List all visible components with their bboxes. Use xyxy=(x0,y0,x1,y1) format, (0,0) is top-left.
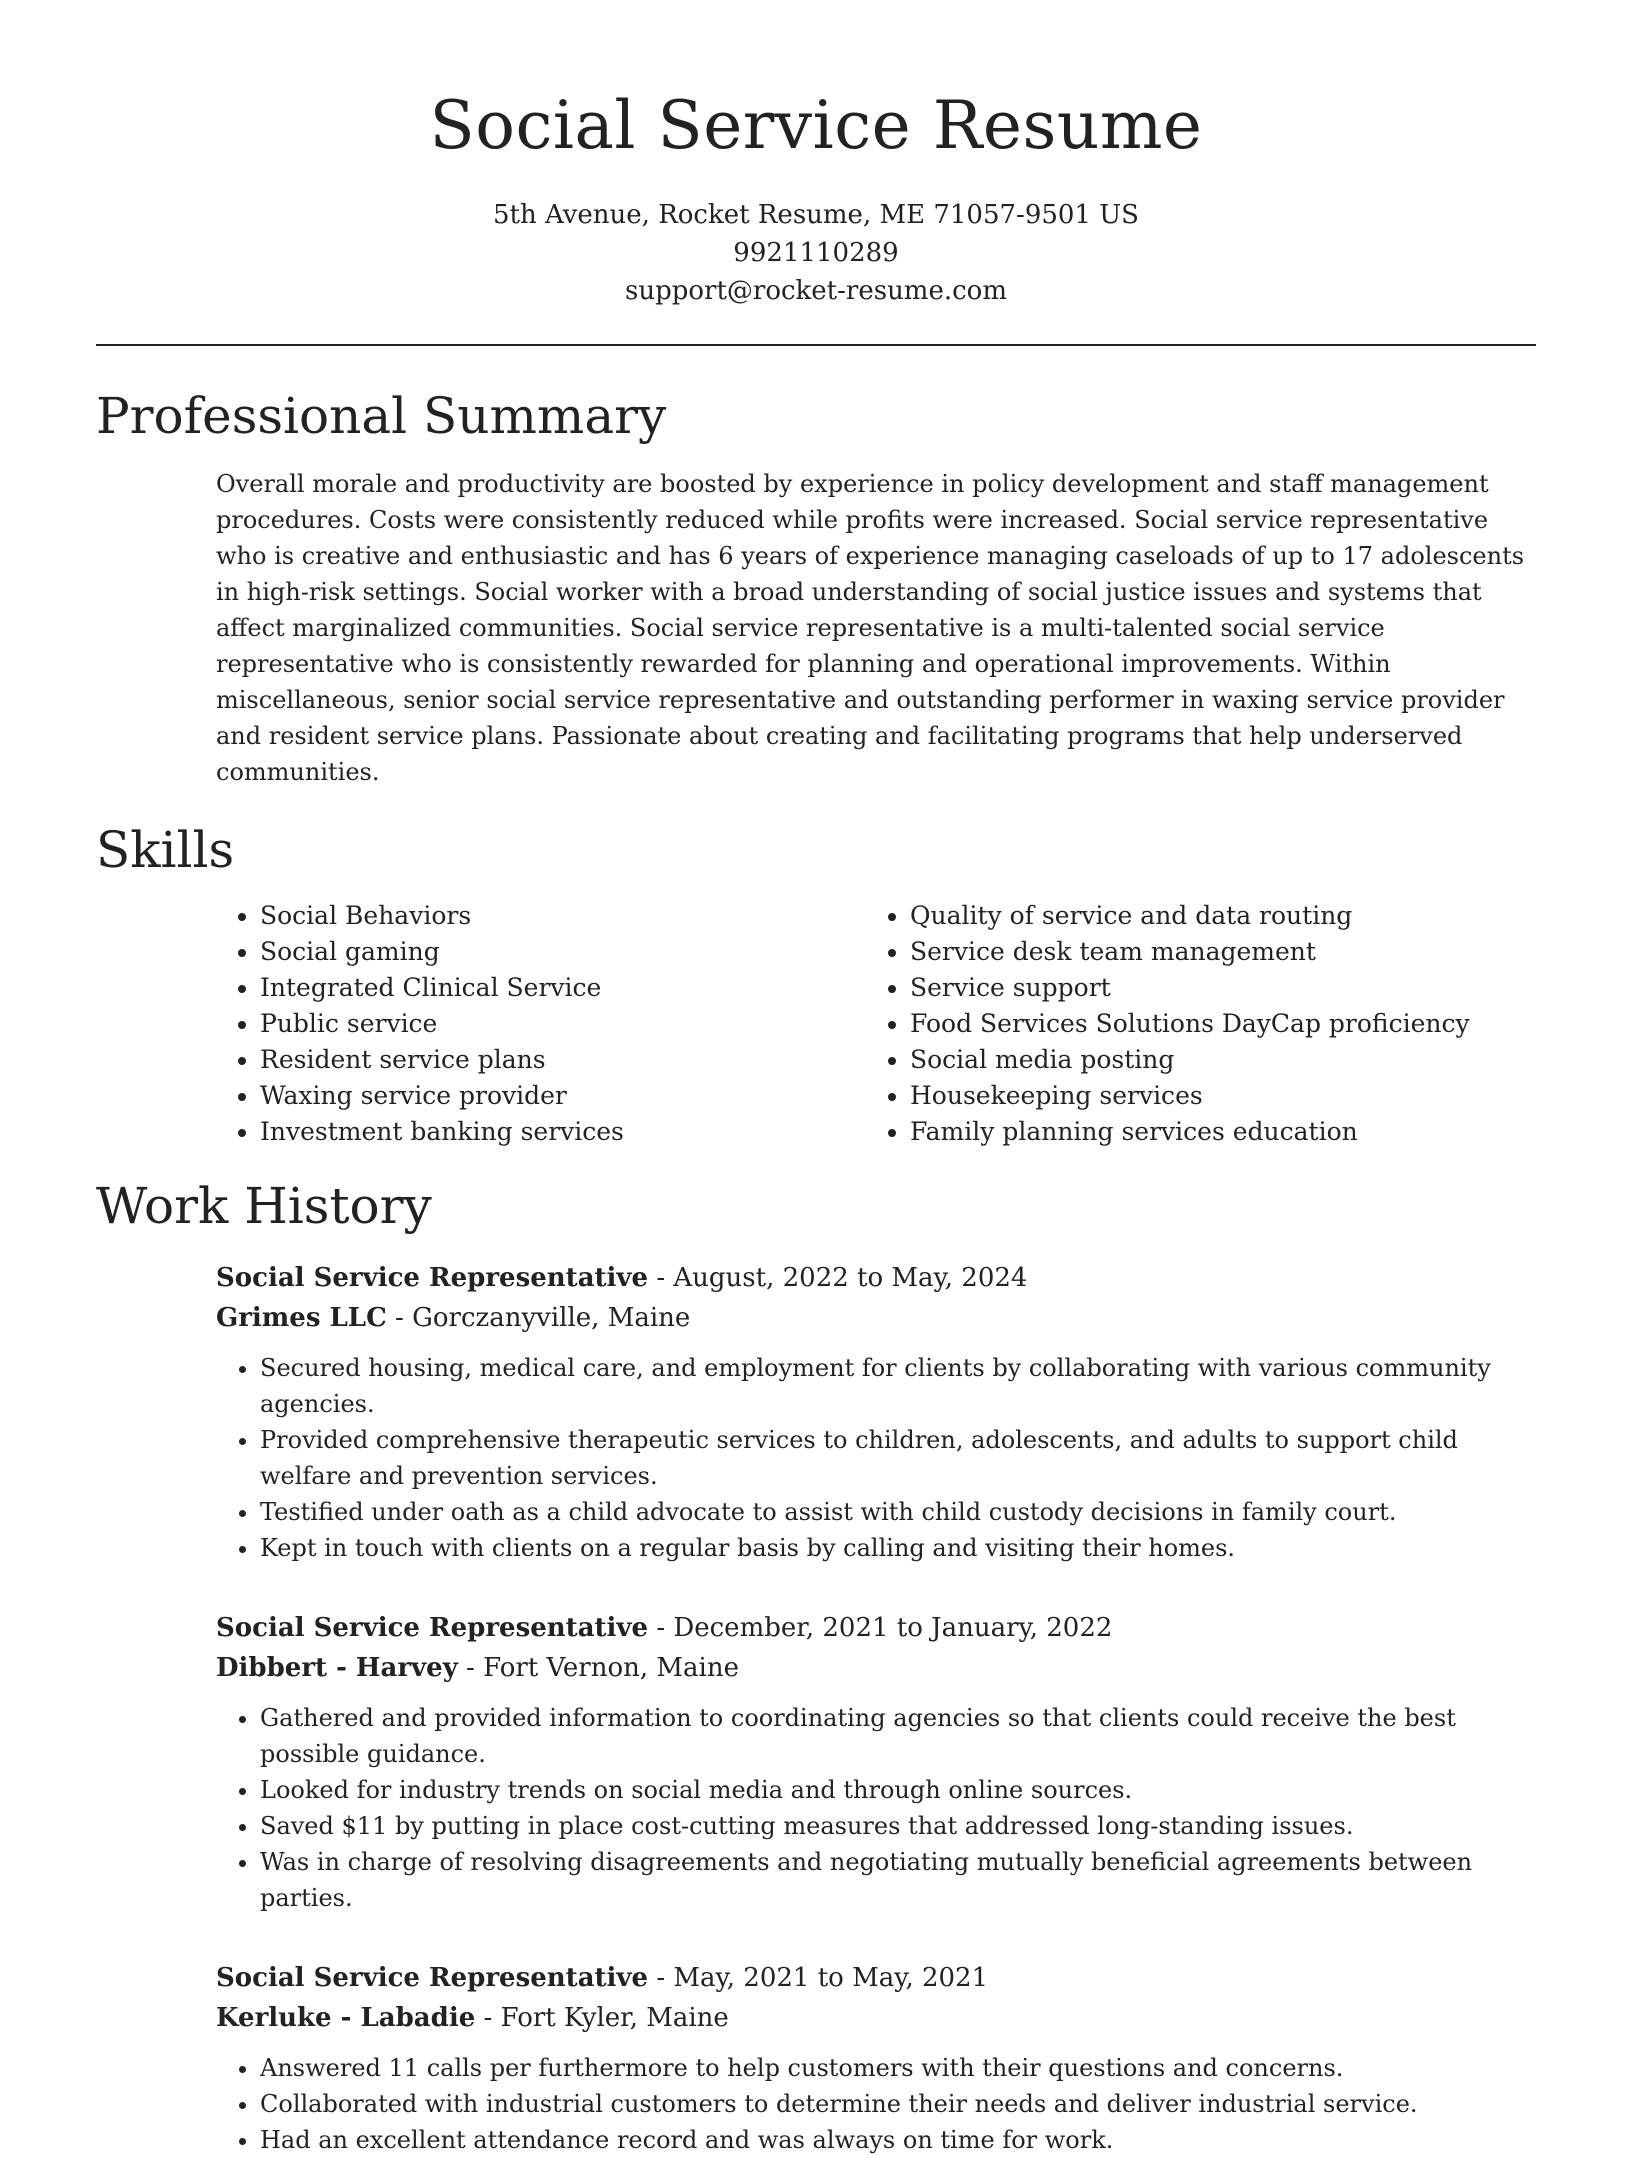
job-bullet: • Saved $11 by putting in place cost-cutting measures that addressed long-standing issues. xyxy=(260,1808,1536,1844)
job-company-line xyxy=(216,1998,1536,2038)
work-history-heading: Work History xyxy=(96,1177,432,1235)
job-bullet: • Was in charge of resolving disagreements and negotiating mutually beneficial agreements between parties. xyxy=(260,1844,1536,1916)
job-entry xyxy=(216,1258,1536,1566)
skill-item: • Integrated Clinical Service xyxy=(260,970,866,1006)
job-bullet: • Looked for industry trends on social media and through online sources. xyxy=(260,1772,1536,1808)
resume-title: Social Service Resume xyxy=(429,87,1203,164)
skill-item: • Resident service plans xyxy=(260,1042,866,1078)
skill-item: • Social Behaviors xyxy=(260,898,866,934)
job-bullet: • Gathered and provided information to coordinating agencies so that clients could receive the best possible guidance. xyxy=(260,1700,1536,1772)
skills-heading: Skills xyxy=(96,821,235,879)
contact-email: support@rocket-resume.com xyxy=(624,276,1007,306)
contact-phone: 9921110289 xyxy=(733,238,899,268)
skill-item: • Social gaming xyxy=(260,934,866,970)
job-company: Grimes LLC xyxy=(216,1303,387,1333)
contact-address: 5th Avenue, Rocket Resume, ME 71057-9501 US xyxy=(493,200,1139,230)
job-company-line xyxy=(216,1648,1536,1688)
job-dates: - August, 2022 to May, 2024 xyxy=(648,1263,1028,1293)
skill-item: • Food Services Solutions DayCap proficiency xyxy=(910,1006,1516,1042)
job-location: - Fort Vernon, Maine xyxy=(457,1653,739,1683)
job-bullet: • Testified under oath as a child advocate to assist with child custody decisions in family court. xyxy=(260,1494,1536,1530)
skill-item: • Social media posting xyxy=(910,1042,1516,1078)
skill-item: • Investment banking services xyxy=(260,1114,866,1150)
job-company-line xyxy=(216,1298,1536,1338)
contact-block xyxy=(96,196,1536,310)
job-bullets xyxy=(216,2050,1536,2158)
job-location: - Gorczanyville, Maine xyxy=(386,1303,691,1333)
job-title-line xyxy=(216,1608,1536,1648)
job-role: Social Service Representative xyxy=(216,1963,649,1993)
skill-item: • Family planning services education xyxy=(910,1114,1516,1150)
job-dates: - December, 2021 to January, 2022 xyxy=(648,1613,1113,1643)
job-bullet: • Answered 11 calls per furthermore to help customers with their questions and concerns. xyxy=(260,2050,1536,2086)
job-company: Dibbert - Harvey xyxy=(216,1653,458,1683)
resume-header xyxy=(96,0,1536,310)
job-title-line xyxy=(216,1958,1536,1998)
resume-page xyxy=(96,0,1536,2158)
job-role: Social Service Representative xyxy=(216,1263,649,1293)
job-bullets xyxy=(216,1700,1536,1916)
job-bullet: • Provided comprehensive therapeutic services to children, adolescents, and adults to support child welfare and prevention services. xyxy=(260,1422,1536,1494)
skills-column-left xyxy=(216,898,866,1150)
skills-list xyxy=(216,898,1536,1150)
header-divider xyxy=(96,344,1536,346)
job-bullets xyxy=(216,1350,1536,1566)
job-entry xyxy=(216,1958,1536,2158)
skill-item: • Service support xyxy=(910,970,1516,1006)
job-bullet: • Collaborated with industrial customers to determine their needs and deliver industrial service. xyxy=(260,2086,1536,2122)
job-title-line xyxy=(216,1258,1536,1298)
job-entry xyxy=(216,1608,1536,1916)
job-dates: - May, 2021 to May, 2021 xyxy=(648,1963,989,1993)
skill-item: • Housekeeping services xyxy=(910,1078,1516,1114)
skill-item: • Service desk team management xyxy=(910,934,1516,970)
job-role: Social Service Representative xyxy=(216,1613,649,1643)
job-company: Kerluke - Labadie xyxy=(216,2003,476,2033)
skill-item: • Quality of service and data routing xyxy=(910,898,1516,934)
skills-column-right xyxy=(866,898,1516,1150)
skill-item: • Waxing service provider xyxy=(260,1078,866,1114)
summary-heading: Professional Summary xyxy=(96,387,667,445)
job-bullet: • Secured housing, medical care, and employment for clients by collaborating with various community agencies. xyxy=(260,1350,1536,1422)
summary-text: Overall morale and productivity are boosted by experience in policy development and staff management procedures. Costs were consistently reduced while profits were increased. Social service representative who is creative and enthusiastic and has 6 years of experience managing caseloads of up to 17 adolescents in high-risk settings. Social worker with a broad understanding of social justice issues and systems that affect marginalized communities. Social service representative is a multi-talented social service representative who is consistently rewarded for planning and operational improvements. Within miscellaneous, senior social service representative and outstanding performer in waxing service provider and resident service plans. Passionate about creating and facilitating programs that help underserved communities. xyxy=(216,470,1525,786)
job-location: - Fort Kyler, Maine xyxy=(475,2003,729,2033)
skill-item: • Public service xyxy=(260,1006,866,1042)
job-bullet: • Had an excellent attendance record and was always on time for work. xyxy=(260,2122,1536,2158)
job-bullet: • Kept in touch with clients on a regular basis by calling and visiting their homes. xyxy=(260,1530,1536,1566)
